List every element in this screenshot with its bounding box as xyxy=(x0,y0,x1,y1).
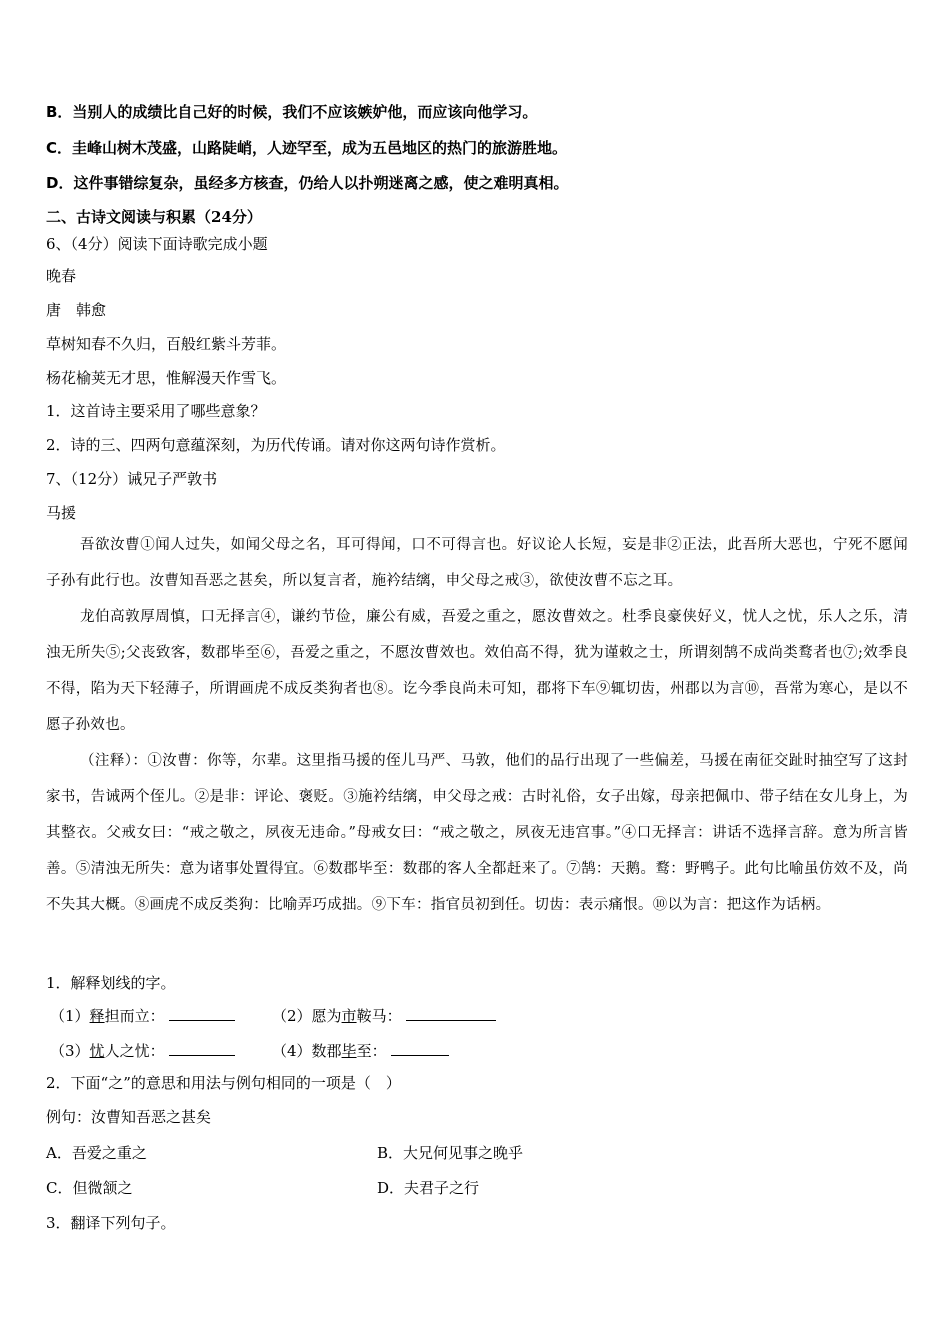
choice-option-c[interactable]: C．但微颔之 xyxy=(46,1179,133,1197)
choice-option-d[interactable]: D．夫君子之行 xyxy=(377,1179,480,1197)
choice-option-b[interactable]: B．大兄何见事之晚乎 xyxy=(377,1144,524,1162)
poem-author: 唐 韩愈 xyxy=(46,301,107,319)
q6-stem: 6、（4分）阅读下面诗歌完成小题 xyxy=(46,235,268,253)
fill-blank-item: （4）数郡毕至： xyxy=(272,1041,449,1061)
answer-blank[interactable] xyxy=(169,1041,235,1056)
q7-sub-question: 2．下面“之”的意思和用法与例句相同的一项是（ ） xyxy=(46,1074,401,1092)
fill-blank-item: （3）忧人之忧： xyxy=(50,1041,235,1061)
answer-blank[interactable] xyxy=(169,1006,235,1021)
poem-line: 草树知春不久归，百般红紫斗芳菲。 xyxy=(46,335,287,353)
q6-sub-question: 2．诗的三、四两句意蕴深刻，为历代传诵。请对你这两句诗作赏析。 xyxy=(46,436,506,454)
q7-author: 马援 xyxy=(46,504,77,522)
q5-option-c: C．圭峰山树木茂盛，山路陡峭，人迹罕至，成为五邑地区的热门的旅游胜地。 xyxy=(46,139,568,157)
passage-paragraph: 龙伯高敦厚周慎，口无择言④，谦约节俭，廉公有威，吾爱之重之，愿汝曹效之。杜季良豪侠好义，忧人之忧，乐人之乐，清浊无所失⑤;父丧致客，数郡毕至⑥，吾爱之重之，不愿汝曹效也。效伯高不得，犹为谨敕之士，所谓刻鹄不成尚类鹜者也⑦;效季良不得，陷为天下轻薄子，所谓画虎不成反类狗者也⑧。讫今季良尚未可知，郡将下车⑨辄切齿，州郡以为言⑩，吾常为寒心，是以不愿子孙效也。 xyxy=(46,609,908,733)
fill-blank-item: （2）愿为市鞍马： xyxy=(272,1006,496,1026)
poem-line: 杨花榆荚无才思，惟解漫天作雪飞。 xyxy=(46,369,287,387)
poem-title: 晚春 xyxy=(46,267,77,285)
q5-option-b: B．当别人的成绩比自己好的时候，我们不应该嫉妒他，而应该向他学习。 xyxy=(46,103,538,121)
passage-notes: （注释）：①汝曹：你等，尔辈。这里指马援的侄儿马严、马敦，他们的品行出现了一些偏差，马援在南征交趾时抽空写了这封家书，告诫两个侄儿。②是非：评论、褒贬。③施衿结缡，申父母之戒：古时礼俗，女子出嫁，母亲把佩巾、带子结在女儿身上，为其整衣。父戒女曰：“戒之敬之，夙夜无违命。”母戒女曰：“戒之敬之，夙夜无违宫事。”④口无择言：讲话不选择言辞。意为所言皆善。⑤清浊无所失：意为诸事处置得宜。⑥数郡毕至：数郡的客人全都赶来了。⑦鹄：天鹅。鹜：野鸭子。此句比喻虽仿效不及，尚不失其大概。⑧画虎不成反类狗：比喻弄巧成拙。⑨下车：指官员初到任。切齿：表示痛恨。⑩以为言：把这作为话柄。 xyxy=(46,753,908,913)
answer-blank[interactable] xyxy=(406,1006,496,1021)
fill-blank-item: （1）释担而立： xyxy=(50,1006,235,1026)
example-sentence: 例句：汝曹知吾恶之甚矣 xyxy=(46,1108,212,1126)
choice-option-a[interactable]: A．吾爱之重之 xyxy=(46,1144,147,1162)
q7-stem: 7、（12分）诫兄子严敦书 xyxy=(46,470,218,488)
q5-option-d: D．这件事错综复杂，虽经多方核查，仍给人以扑朔迷离之感，使之难明真相。 xyxy=(46,174,569,192)
passage-paragraph: 吾欲汝曹①闻人过失，如闻父母之名，耳可得闻，口不可得言也。好议论人长短，妄是非②正法，此吾所大恶也，宁死不愿闻子孙有此行也。汝曹知吾恶之甚矣，所以复言者，施衿结缡，申父母之戒③，欲使汝曹不忘之耳。 xyxy=(46,537,908,589)
q7-sub-question: 3．翻译下列句子。 xyxy=(46,1214,176,1232)
answer-blank[interactable] xyxy=(391,1041,449,1056)
q7-sub-question: 1．解释划线的字。 xyxy=(46,974,176,992)
section-title: 二、古诗文阅读与积累（24分） xyxy=(46,208,262,226)
q6-sub-question: 1．这首诗主要采用了哪些意象？ xyxy=(46,402,266,420)
